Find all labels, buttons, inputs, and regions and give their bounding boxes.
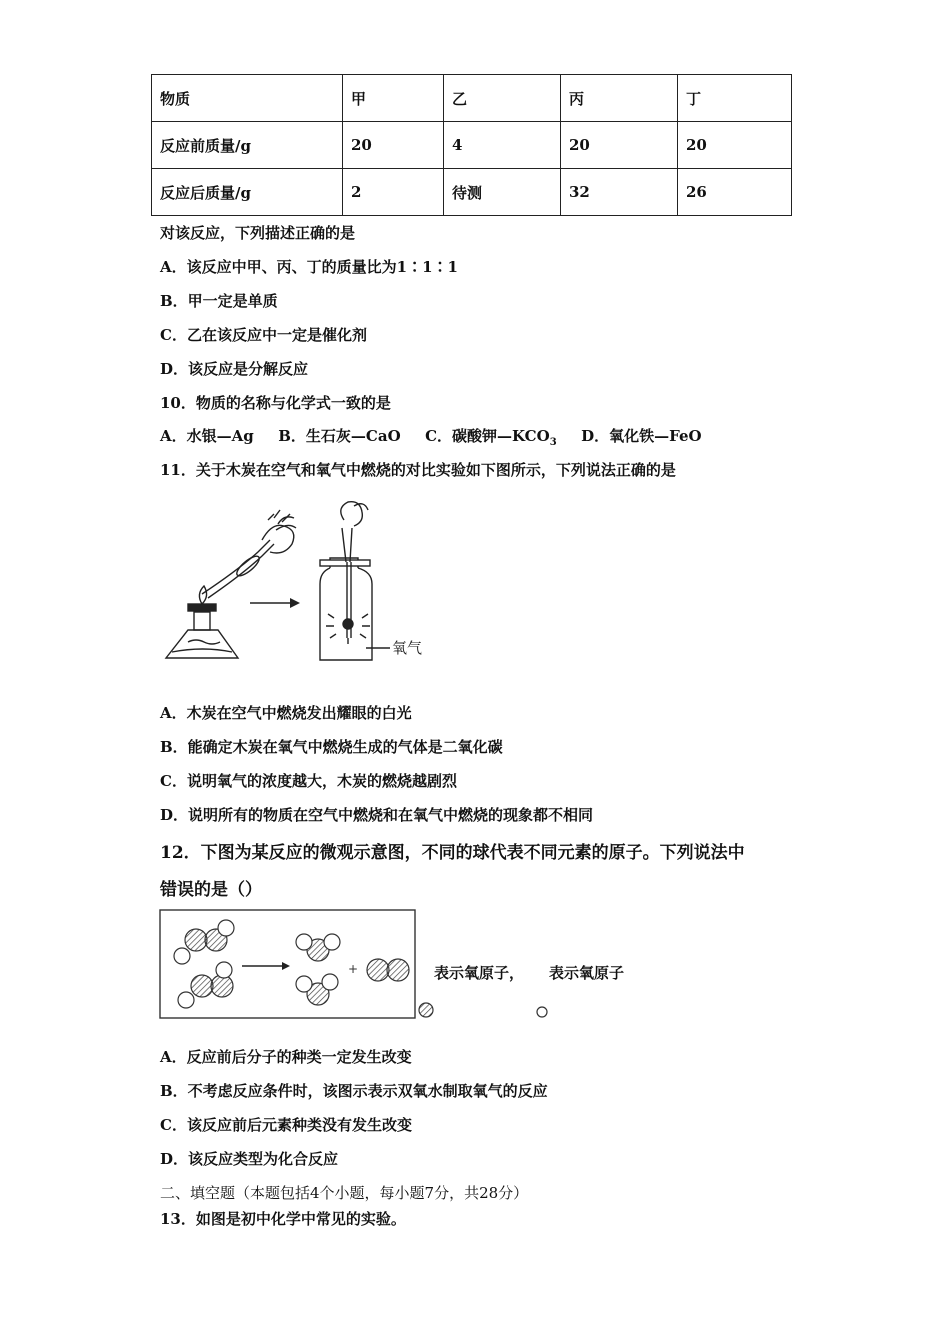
table-cell: 待测 <box>444 169 561 216</box>
q11-stem: 11．关于木炭在空气和氧气中燃烧的对比实验如下图所示，下列说法正确的是 <box>160 461 676 479</box>
q9-option-a: A．该反应中甲、丙、丁的质量比为1∶1∶1 <box>160 258 458 276</box>
table-cell: 反应前质量/g <box>152 122 343 169</box>
reactant-molecules <box>174 920 234 1008</box>
figure-label-oxygen: 氧气 <box>392 639 423 657</box>
q13-stem: 13．如图是初中化学中常见的实验。 <box>160 1210 406 1228</box>
q12-stem-line2: 错误的是（） <box>160 880 262 900</box>
table-header-row <box>152 75 792 122</box>
oxygen-gas-bottle <box>320 502 372 660</box>
table-cell: 4 <box>444 122 561 169</box>
table-cell: 反应后质量/g <box>152 169 343 216</box>
table-cell: 20 <box>343 122 444 169</box>
micro-reaction-diagram <box>158 908 598 1024</box>
table-cell: 32 <box>561 169 678 216</box>
q9-option-b: B．甲一定是单质 <box>160 292 278 310</box>
table-row <box>152 169 792 216</box>
table-cell: 丙 <box>561 75 678 122</box>
hatched-atom-icon <box>416 1000 436 1020</box>
plus-sign: + <box>348 962 359 976</box>
q10-option-b: B．生石灰—CaO <box>278 427 401 445</box>
table-cell: 乙 <box>444 75 561 122</box>
q11-option-b: B．能确定木炭在氧气中燃烧生成的气体是二氧化碳 <box>160 738 503 756</box>
q10-option-c: C．碳酸钾$—KCO_3$ <box>425 427 557 448</box>
table-cell: 物质 <box>152 75 343 122</box>
q11-option-c: C．说明氧气的浓度越大，木炭的燃烧越剧烈 <box>160 772 457 790</box>
table-cell: 2 <box>343 169 444 216</box>
charcoal-combustion-figure <box>158 500 448 670</box>
q10-option-d: D．氧化铁—FeO <box>581 427 702 445</box>
alcohol-lamp <box>166 586 238 658</box>
table-cell: 20 <box>561 122 678 169</box>
table-cell: 26 <box>678 169 792 216</box>
q12-legend-1: 表示氧原子， <box>434 964 525 982</box>
q10-option-a: A．水银—Ag <box>160 427 254 445</box>
q12-stem-line1: 12．下图为某反应的微观示意图，不同的球代表不同元素的原子。下列说法中 <box>160 843 745 863</box>
q9-option-c: C．乙在该反应中一定是催化剂 <box>160 326 367 344</box>
q10-options <box>160 425 702 448</box>
table-row <box>152 122 792 169</box>
mass-table <box>151 74 792 216</box>
q10-stem: 10．物质的名称与化学式一致的是 <box>160 394 391 412</box>
crucible-tongs-left <box>202 510 296 598</box>
product-oxygen-molecule <box>367 959 409 981</box>
arrow-right-icon <box>282 962 290 970</box>
q9-option-d: D．该反应是分解反应 <box>160 360 309 378</box>
q11-option-d: D．说明所有的物质在空气中燃烧和在氧气中燃烧的现象都不相同 <box>160 806 594 824</box>
product-water-molecules <box>296 934 340 1005</box>
q12-option-c: C．该反应前后元素种类没有发生改变 <box>160 1116 412 1134</box>
q12-option-b: B．不考虑反应条件时，该图示表示双氧水制取氧气的反应 <box>160 1082 548 1100</box>
q12-option-a: A．反应前后分子的种类一定发生改变 <box>160 1048 412 1066</box>
white-atom-icon <box>534 1004 550 1020</box>
q11-option-a: A．木炭在空气中燃烧发出耀眼的白光 <box>160 704 412 722</box>
table-cell: 20 <box>678 122 792 169</box>
q9-stem: 对该反应，下列描述正确的是 <box>160 224 356 242</box>
table-cell: 丁 <box>678 75 792 122</box>
q12-option-d: D．该反应类型为化合反应 <box>160 1150 339 1168</box>
section-2-title: 二、填空题（本题包括4个小题，每小题7分，共28分） <box>160 1184 529 1202</box>
arrow-right-icon <box>250 598 300 608</box>
table-cell: 甲 <box>343 75 444 122</box>
q12-legend-2: 表示氧原子 <box>549 964 625 982</box>
